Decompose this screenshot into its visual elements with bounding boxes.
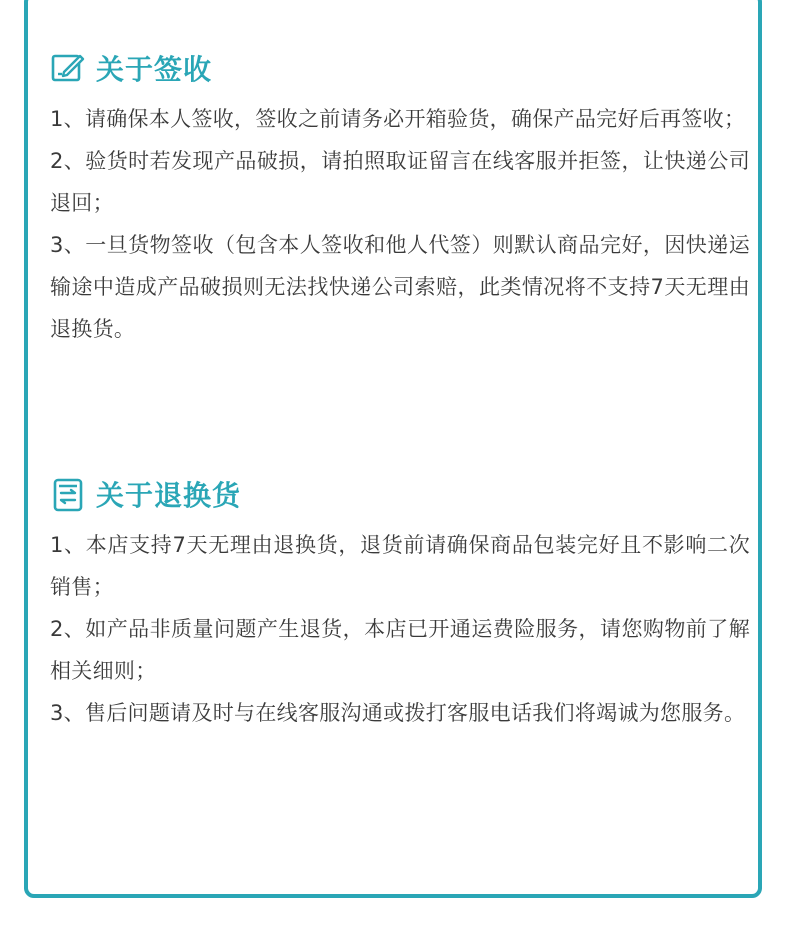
section-title-receipt [50, 48, 750, 88]
section-returns [50, 474, 750, 734]
receipt-rules [50, 98, 750, 350]
list-item: 3、一旦货物签收（包含本人签收和他人代签）则默认商品完好，因快递运输途中造成产品破损则无法找快递公司索赔，此类情况将不支持7天无理由退换货。 [50, 233, 750, 341]
exchange-document-icon [50, 476, 86, 512]
list-item: 2、验货时若发现产品破损，请拍照取证留言在线客服并拒签，让快递公司退回； [50, 149, 750, 215]
list-item: 1、请确保本人签收，签收之前请务必开箱验货，确保产品完好后再签收； [50, 107, 746, 131]
section-title-returns [50, 474, 750, 514]
returns-rules [50, 524, 750, 734]
section-title-text: 关于签收 [96, 53, 213, 86]
section-title-text: 关于退换货 [96, 479, 242, 512]
section-receipt [50, 48, 750, 350]
edit-note-icon [50, 50, 86, 86]
list-item: 2、如产品非质量问题产生退货，本店已开通运费险服务，请您购物前了解相关细则； [50, 617, 750, 683]
list-item: 1、本店支持7天无理由退换货，退货前请确保商品包装完好且不影响二次销售； [50, 533, 750, 599]
list-item: 3、售后问题请及时与在线客服沟通或拨打客服电话我们将竭诚为您服务。 [50, 701, 746, 725]
